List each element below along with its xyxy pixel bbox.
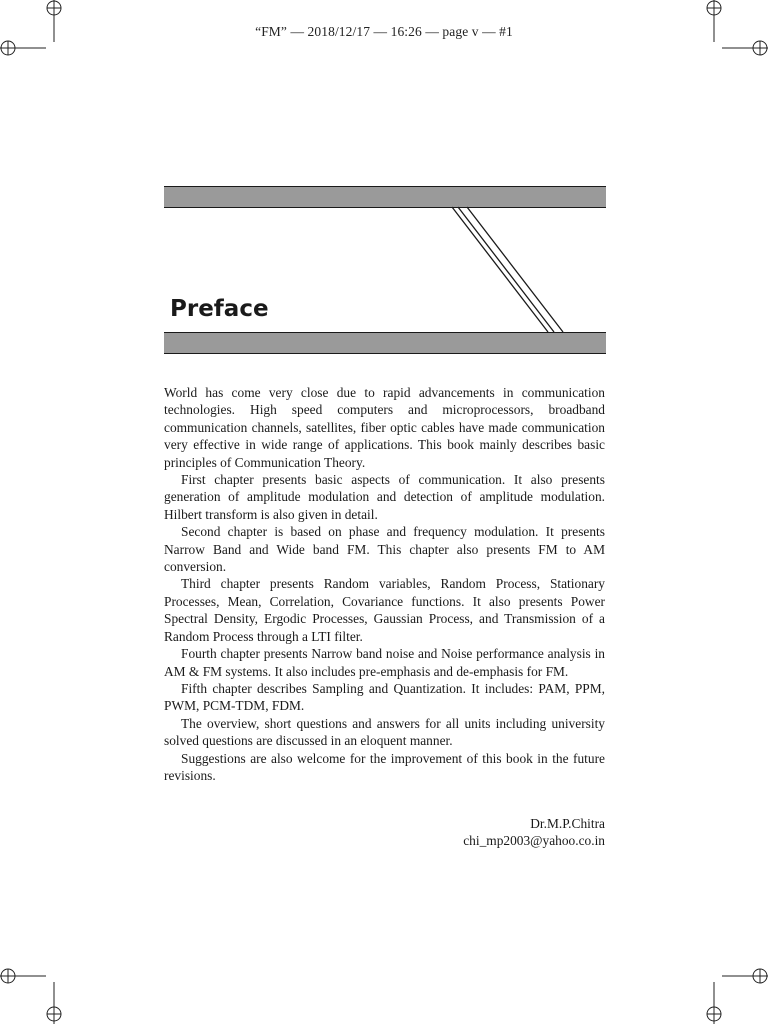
bottom-band: [164, 332, 606, 354]
paragraph: Fifth chapter describes Sampling and Quantization. It includes: PAM, PPM, PWM, PCM-TDM, FDM.: [164, 680, 605, 714]
paragraph: Third chapter presents Random variables, Random Process, Stationary Processes, Mean, Correlation, Covariance functions. It also presents Power Spectral Density, Ergodic Processes, Gaussian Process, and Transmission of a Random Process through a LTI filter.: [164, 576, 605, 644]
paragraph: World has come very close due to rapid advancements in communication technologies. High speed computers and microprocessors, broadband communication channels, satellites, fiber optic cables have made communication very effective in wide range of applications. This book mainly describes basic principles of Communication Theory.: [164, 385, 605, 470]
paragraph: The overview, short questions and answers for all units including university solved questions are discussed in an eloquent manner.: [164, 715, 605, 749]
chapter-title: Preface: [170, 296, 269, 322]
paragraph: First chapter presents basic aspects of communication. It also presents generation of amplitude modulation and detection of amplitude modulation. Hilbert transform is also given in detail.: [164, 472, 605, 522]
preface-body: [164, 384, 605, 784]
author-name: Dr.M.P.Chitra: [530, 816, 605, 831]
author-email: chi_mp2003@yahoo.co.in: [463, 833, 605, 849]
crop-mark-bottom-left: [0, 964, 70, 1024]
paragraph: Fourth chapter presents Narrow band noise and Noise performance analysis in AM & FM systems. It also includes pre-emphasis and de-emphasis for FM.: [164, 646, 605, 679]
paragraph: Second chapter is based on phase and frequency modulation. It presents Narrow Band and Wide band FM. This chapter also presents FM to AM conversion.: [164, 524, 605, 575]
crop-mark-bottom-right: [698, 964, 768, 1024]
running-head: “FM” — 2018/12/17 — 16:26 — page v — #1: [255, 24, 513, 39]
diagonal-slash-decoration: [440, 205, 580, 340]
paragraph: Suggestions are also welcome for the improvement of this book in the future revisions.: [164, 750, 605, 783]
signature-block: [164, 815, 605, 850]
